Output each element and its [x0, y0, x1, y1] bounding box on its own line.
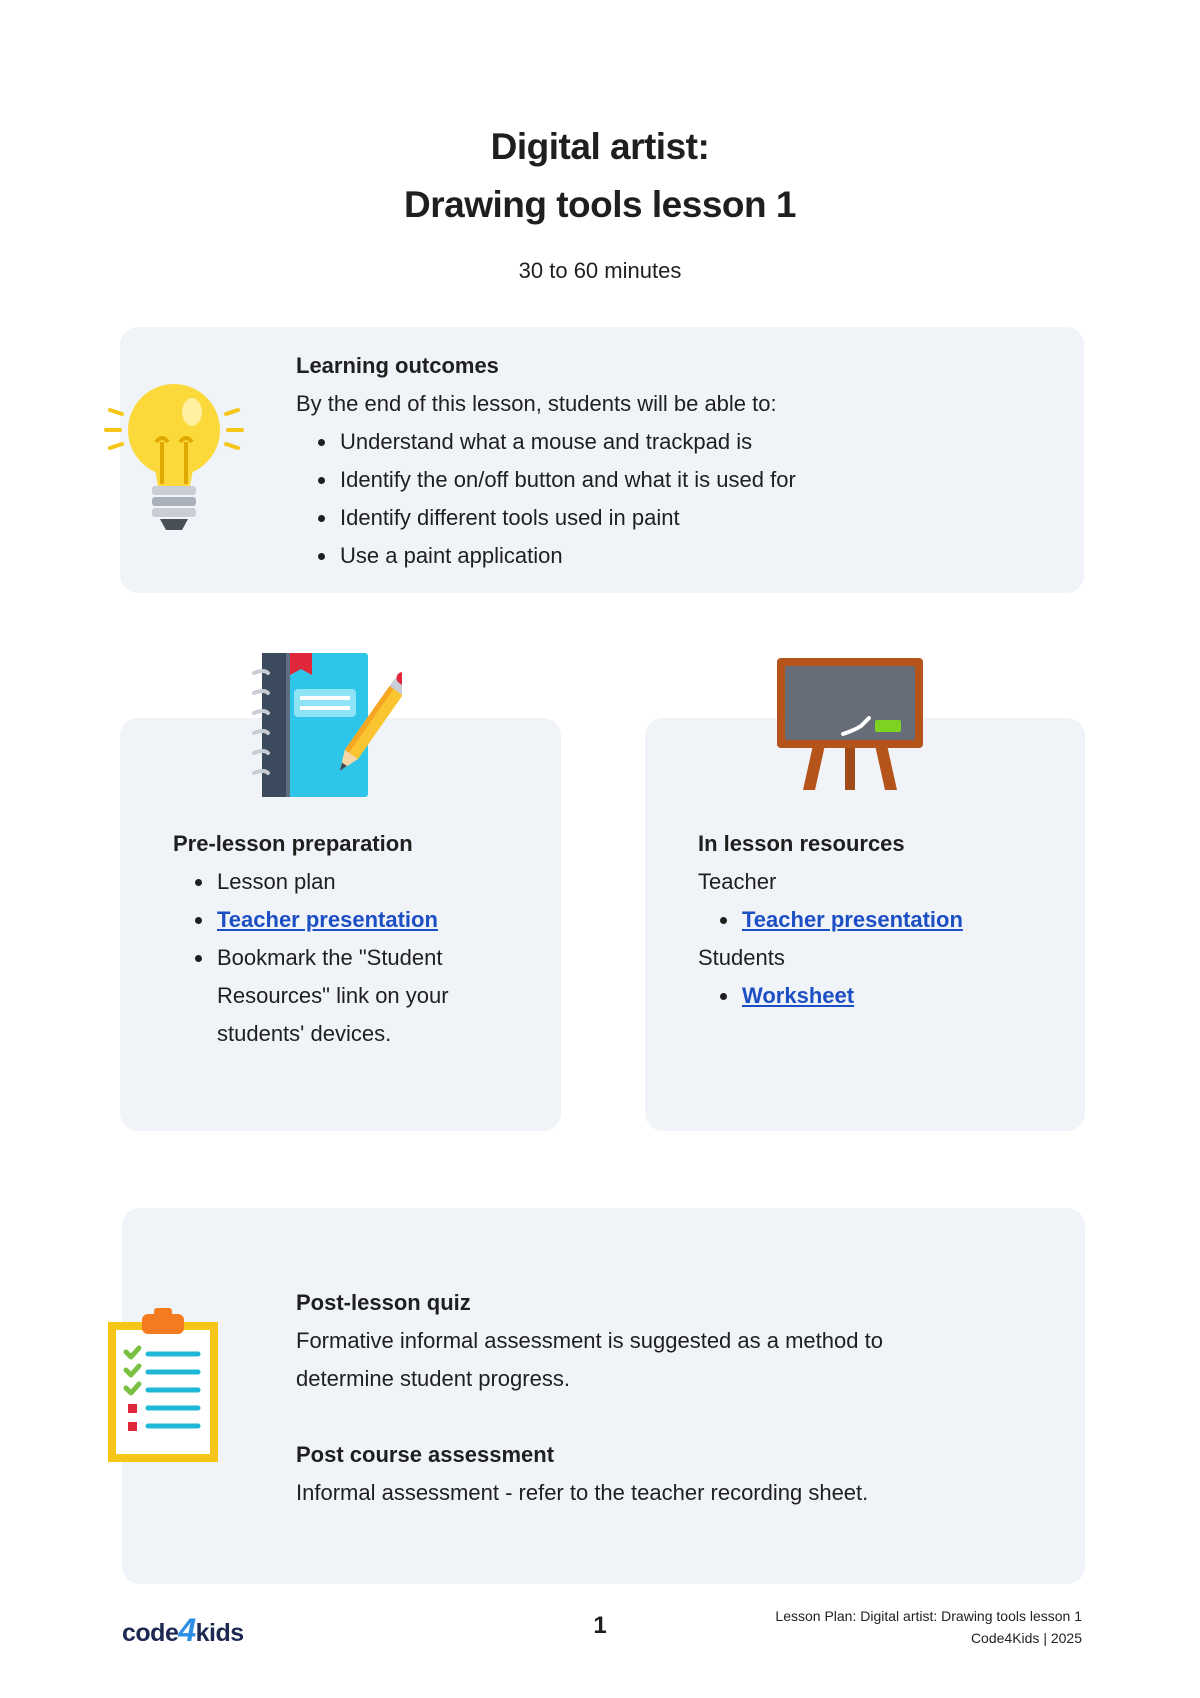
lesson-duration: 30 to 60 minutes: [518, 258, 682, 283]
list-item: • Identify the on/off button and what it is used for: [338, 461, 1056, 499]
footer-lesson-title: Lesson Plan: Digital artist: Drawing tools lesson 1: [775, 1608, 1082, 1624]
list-item: [740, 901, 1068, 939]
in-lesson-content: [698, 825, 1068, 1015]
teacher-presentation-link[interactable]: Teacher presentation: [742, 907, 963, 932]
logo-text-kids: kids: [195, 1619, 244, 1647]
pre-lesson-heading: Pre-lesson preparation: [173, 831, 413, 856]
teacher-label: Teacher: [698, 869, 777, 894]
logo-text-4: 4: [178, 1612, 196, 1648]
teacher-presentation-link[interactable]: Teacher presentation: [217, 907, 438, 932]
title-line-1: Digital artist:: [490, 126, 710, 167]
list-item: • Bookmark the "Student Resources" link on your students' devices.: [215, 939, 487, 1053]
chalkboard-icon: [775, 656, 925, 792]
list-item: • Identify different tools used in paint: [338, 499, 1056, 537]
learning-outcomes-list: [296, 423, 1056, 575]
list-item: • Understand what a mouse and trackpad is: [338, 423, 1056, 461]
list-item: • Use a paint application: [338, 537, 1056, 575]
pre-lesson-content: [173, 825, 543, 1053]
learning-outcomes-heading: Learning outcomes: [296, 353, 499, 378]
learning-outcomes-card: [120, 327, 1084, 593]
pre-lesson-list: [173, 863, 543, 1053]
light-bulb-icon: [104, 380, 244, 535]
list-item: [215, 901, 543, 939]
list-item: [740, 977, 1068, 1015]
footer-copyright: Code4Kids | 2025: [970, 1630, 1082, 1646]
page-title: [0, 118, 1200, 234]
page-number: 1: [593, 1612, 607, 1639]
post-course-assessment-text: Informal assessment - refer to the teacher recording sheet.: [296, 1480, 869, 1505]
title-line-2: Drawing tools lesson 1: [404, 184, 796, 225]
learning-outcomes-intro: By the end of this lesson, students will be able to:: [296, 391, 777, 416]
notebook-pencil-icon: [250, 651, 402, 799]
in-lesson-heading: In lesson resources: [698, 831, 905, 856]
logo-text-code: code: [122, 1619, 179, 1647]
teacher-resources-list: [698, 901, 1068, 939]
clipboard-checklist-icon: [106, 1308, 220, 1464]
students-label: Students: [698, 945, 785, 970]
footer-info: [775, 1605, 1082, 1649]
worksheet-link[interactable]: Worksheet: [742, 983, 855, 1008]
student-resources-list: [698, 977, 1068, 1015]
post-course-assessment-heading: Post course assessment: [296, 1442, 555, 1467]
post-lesson-card: [122, 1208, 1085, 1584]
post-lesson-quiz-text: Formative informal assessment is suggested as a method to determine student progress.: [296, 1328, 883, 1391]
post-lesson-quiz-heading: Post-lesson quiz: [296, 1290, 471, 1315]
list-item: • Lesson plan: [215, 863, 543, 901]
